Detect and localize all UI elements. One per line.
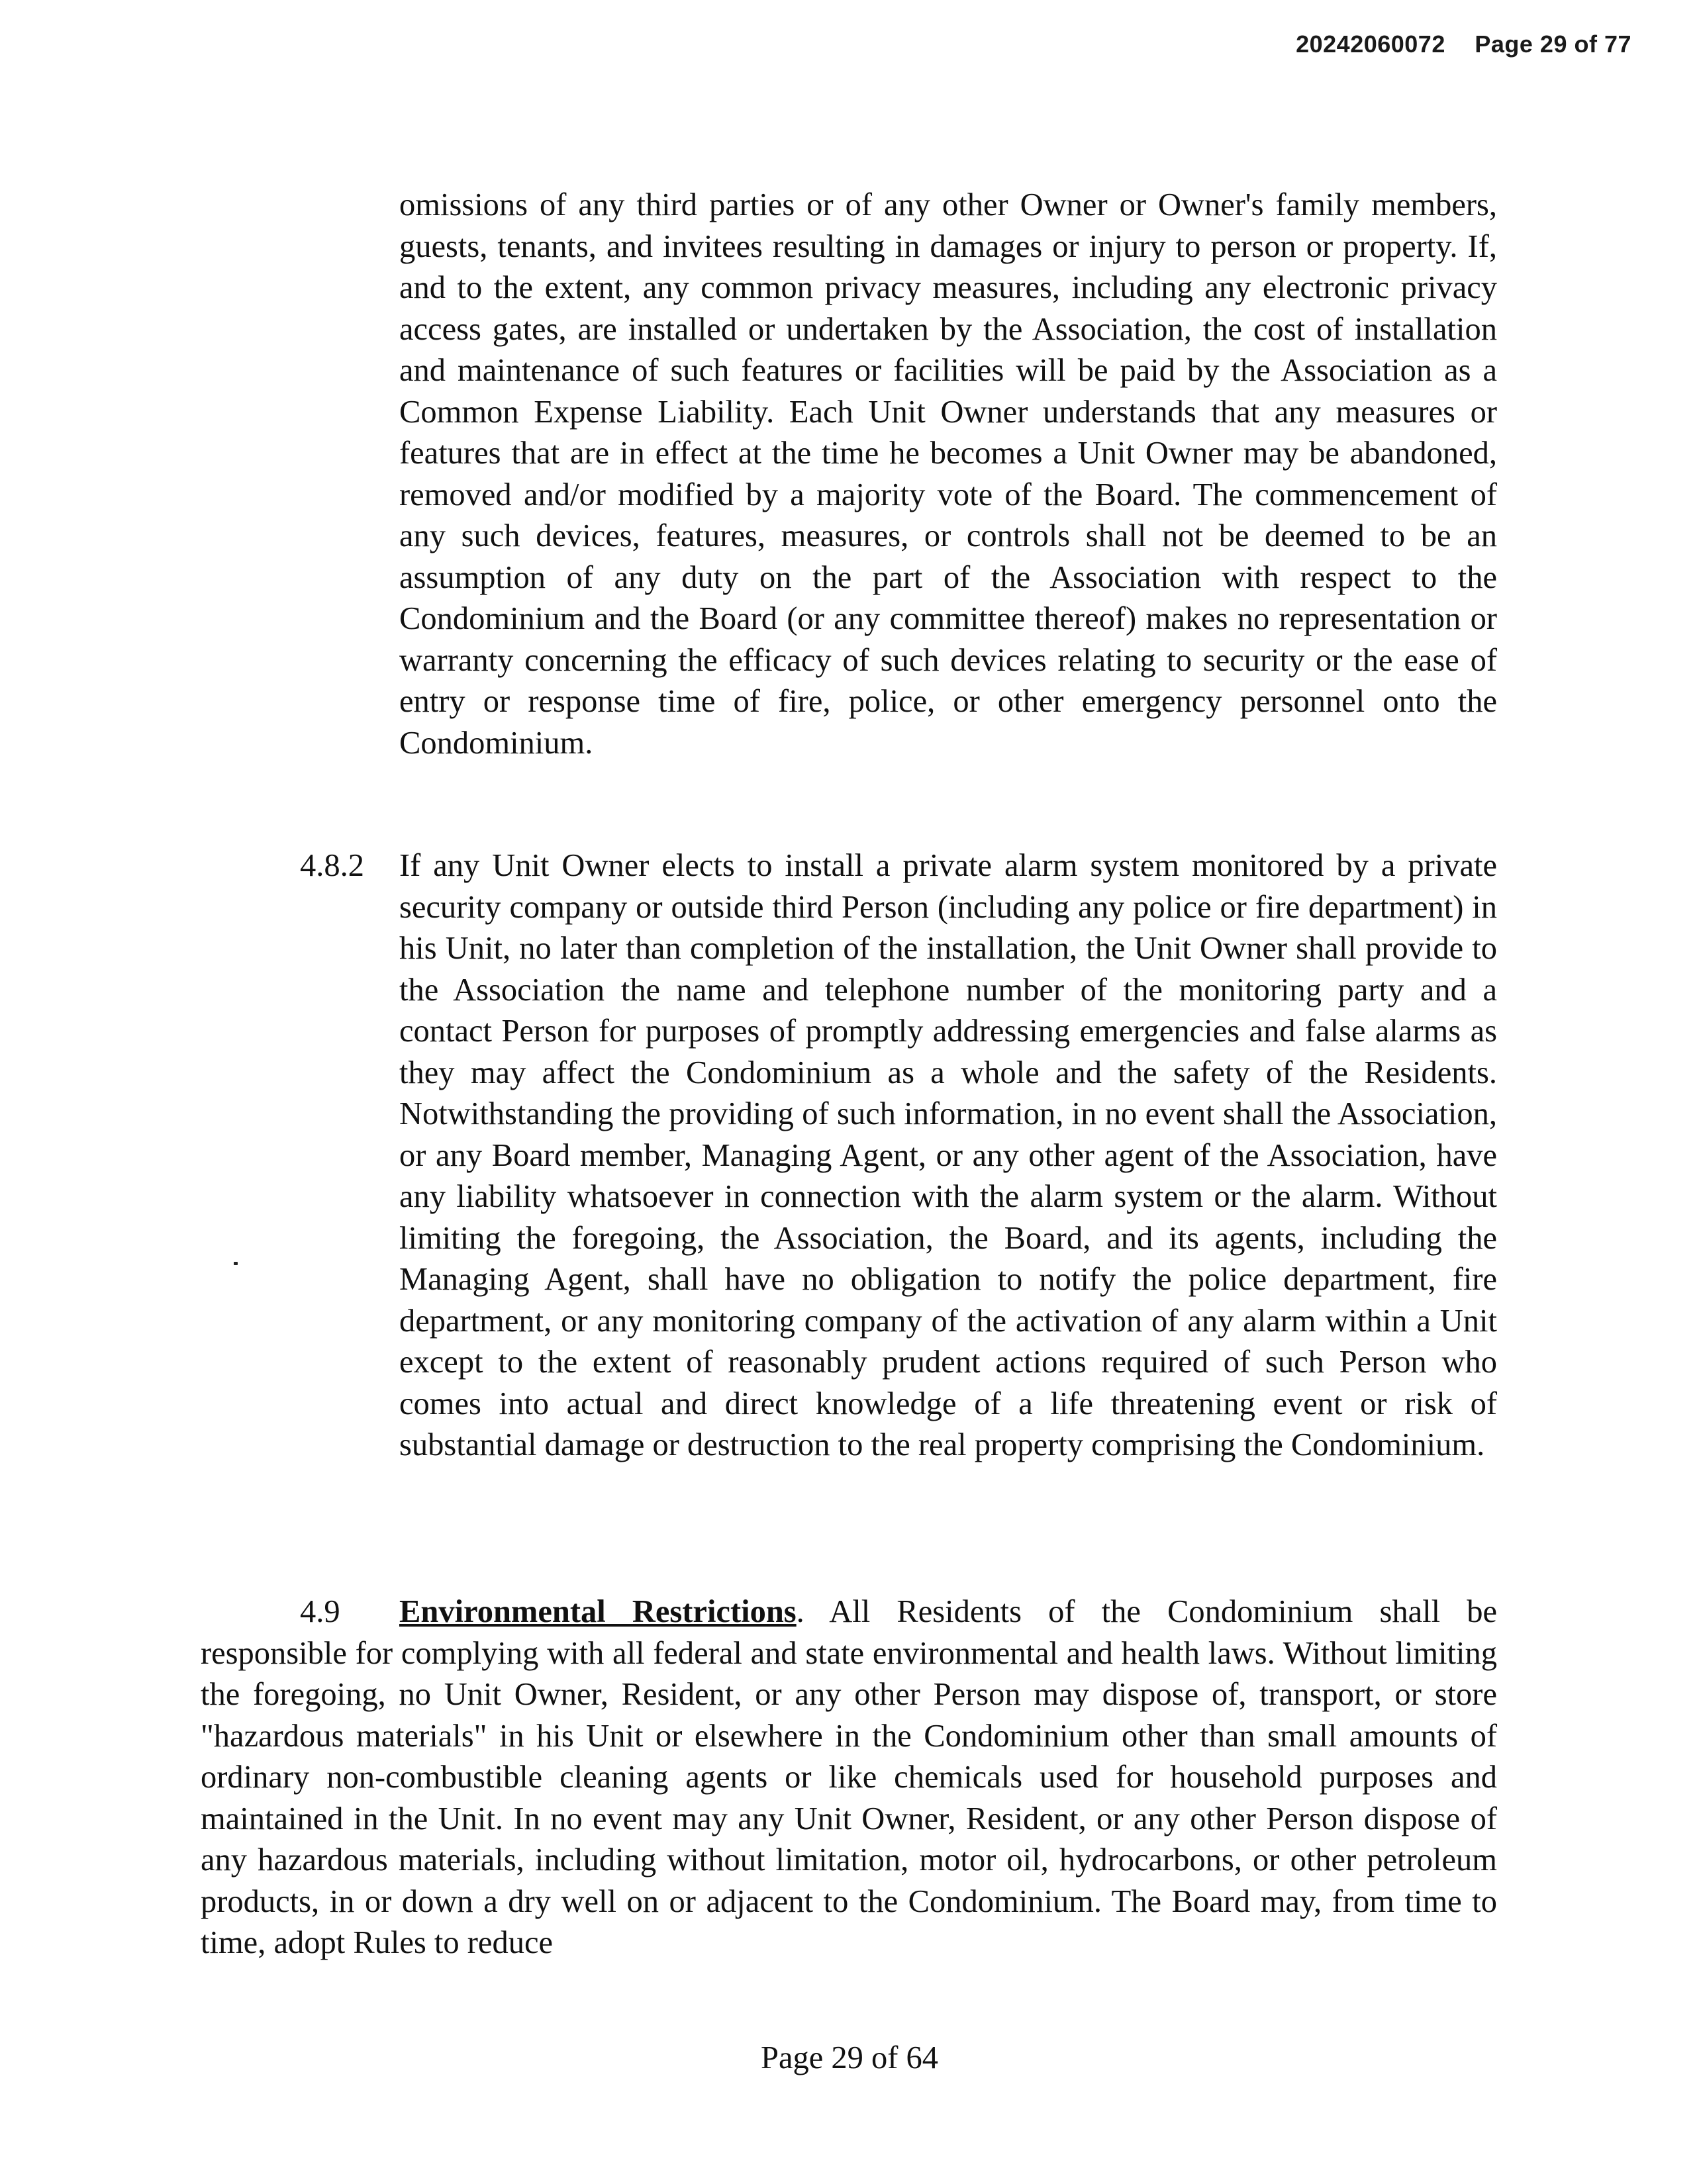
page-footer: Page 29 of 64 (760, 2040, 939, 2075)
section-number: 4.9 (300, 1594, 340, 1629)
recording-header (1296, 30, 1631, 58)
section-4-9 (201, 1591, 1497, 1964)
continued-paragraph: omissions of any third parties or of any other Owner or Owner's family members, guests, tenants, and invitees resulting in damages or injury to person or property. If, and to the extent, any common privacy measures, including any electronic privacy access gates, are installed or undertaken by the Association, the cost of installation and maintenance of such features or facilities will be paid by the Association as a Common Expense Liability. Each Unit Owner understands that any measures or features that are in effect at the time he becomes a Unit Owner may be abandoned, removed and/or modified by a majority vote of the Board. The commencement of any such devices, features, measures, or controls shall not be deemed to be an assumption of any duty on the part of the Association with respect to the Condominium and the Board (or any committee thereof) makes no representation or warranty concerning the efficacy of such devices relating to security or the ease of entry or response time of fire, police, or other emergency personnel onto the Condominium. (399, 187, 1497, 761)
document-number: 20242060072 (1296, 30, 1445, 58)
scan-artifact-mark (234, 1262, 238, 1265)
section-paragraph (201, 1591, 1497, 1964)
section-text: All Residents of the Condominium shall be responsible for complying with all federal and state environmental and health laws. Without limiting the foregoing, no Unit Owner, Resident, or any other Person may dispose of, transport, or store "hazardous materials" in his Unit or elsewhere in the Condominium other than small amounts of ordinary non-combustible cleaning agents or like chemicals used for household purposes and maintained in the Unit. In no event may any Unit Owner, Resident, or any other Person dispose of any hazardous materials, including without limitation, motor oil, hydrocarbons, or other petroleum products, in or down a dry well on or adjacent to the Condominium. The Board may, from time to time, adopt Rules to reduce (201, 1594, 1497, 1960)
heading-punctuation: . (796, 1594, 804, 1629)
section-text: If any Unit Owner elects to install a private alarm system monitored by a private security company or outside third Person (including any police or fire department) in his Unit, no later than completion of the installation, the Unit Owner shall provide to the Association the name and telephone number of the monitoring party and a contact Person for purposes of promptly addressing emergencies and false alarms as they may affect the Condominium as a whole and the safety of the Residents. Notwithstanding the providing of such information, in no event shall the Association, or any Board member, Managing Agent, or any other agent of the Association, have any liability whatsoever in connection with the alarm system or the alarm. Without limiting the foregoing, the Association, the Board, and its agents, including the Managing Agent, shall have no obligation to notify the police department, fire department, or any monitoring company of the activation of any alarm within a Unit except to the extent of reasonably prudent actions required of such Person who comes into actual and direct knowledge of a life threatening event or risk of substantial damage or destruction to the real property comprising the Condominium. (399, 848, 1497, 1462)
section-number: 4.8.2 (300, 848, 364, 883)
header-page-label: Page 29 of 77 (1475, 30, 1631, 58)
section-heading: Environmental Restrictions (399, 1594, 797, 1629)
